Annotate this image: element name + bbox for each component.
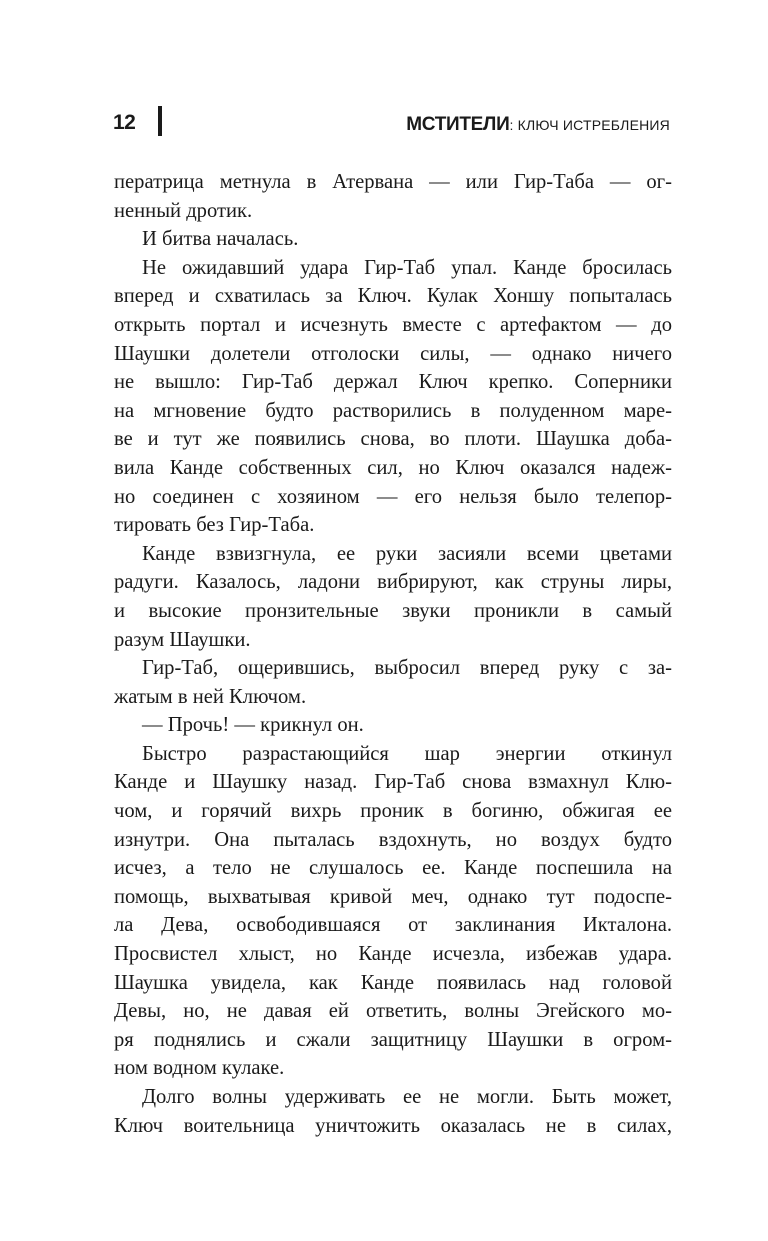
text-line: тировать без Гир-Таба. <box>114 514 315 537</box>
text-line: ненный дротик. <box>114 199 253 222</box>
text-line: вперед и схватилась за Ключ. Кулак Хоншу попыталась <box>114 285 672 308</box>
text-line: исчез, а тело не слушалось ее. Канде поспешила на <box>114 857 672 880</box>
text-line: радуги. Казалось, ладони вибрируют, как струны лиры, <box>114 571 672 594</box>
running-header <box>0 106 768 142</box>
text-line: ператрица метнула в Атервана — или Гир-Таба — ог- <box>114 171 672 193</box>
series-title: МСТИТЕЛИ <box>406 114 510 135</box>
text-line: Шаушка увидела, как Канде появилась над головой <box>114 971 672 994</box>
text-line: Канде взвизгнула, ее руки засияли всеми цветами <box>142 542 672 565</box>
text-line: ла Дева, освободившаяся от заклинания Икталона. <box>114 914 672 937</box>
text-line: но соединен с хозяином — его нельзя было телепор- <box>114 485 672 508</box>
header-divider <box>158 106 162 136</box>
text-line: Долго волны удерживать ее не могли. Быть может, <box>142 1086 672 1108</box>
text-line: И битва началась. <box>142 228 299 251</box>
text-line: на мгновение будто растворились в полуденном маре- <box>114 399 672 422</box>
text-line: Гир-Таб, ощерившись, выбросил вперед руку с за- <box>142 657 672 680</box>
text-line: разум Шаушки. <box>114 628 251 651</box>
book-subtitle: КЛЮЧ ИСТРЕБЛЕНИЯ <box>513 117 670 133</box>
text-line: чом, и горячий вихрь проник в богиню, обжигая ее <box>114 800 672 823</box>
running-title <box>406 114 670 136</box>
text-line: ря поднялись и сжали защитницу Шаушки в огром- <box>114 1028 672 1051</box>
text-line: Просвистел хлыст, но Канде исчезла, избежав удара. <box>114 943 672 966</box>
text-line: — Прочь! — крикнул он. <box>142 714 364 737</box>
text-line: Не ожидавший удара Гир-Таб упал. Канде бросилась <box>142 256 672 279</box>
text-line: Канде и Шаушку назад. Гир-Таб снова взмахнул Клю- <box>114 771 672 794</box>
text-line: открыть портал и исчезнуть вместе с артефактом — до <box>114 313 672 336</box>
text-line: и высокие пронзительные звуки проникли в самый <box>114 599 672 622</box>
text-line: не вышло: Гир-Таб держал Ключ крепко. Соперники <box>114 371 672 394</box>
page-number: 12 <box>113 111 136 134</box>
text-line: помощь, выхватывая кривой меч, однако тут подоспе- <box>114 885 672 908</box>
text-line: Ключ воительница уничтожить оказалась не в силах, <box>114 1114 672 1137</box>
text-line: ве и тут же появились снова, во плоти. Шаушка доба- <box>114 428 672 451</box>
text-line: изнутри. Она пыталась вздохнуть, но воздух будто <box>114 828 672 851</box>
text-line: Быстро разрастающийся шар энергии откинул <box>142 742 672 765</box>
text-line: ном водном кулаке. <box>114 1057 285 1080</box>
text-line: Девы, но, не давая ей ответить, волны Эгейского мо- <box>114 1000 672 1023</box>
text-line: вила Канде собственных сил, но Ключ оказался надеж- <box>114 456 672 479</box>
text-line: жатым в ней Ключом. <box>114 685 307 708</box>
body-text <box>114 168 672 1140</box>
text-line: Шаушки долетели отголоски силы, — однако ничего <box>114 342 672 365</box>
title-separator: : <box>509 117 514 133</box>
